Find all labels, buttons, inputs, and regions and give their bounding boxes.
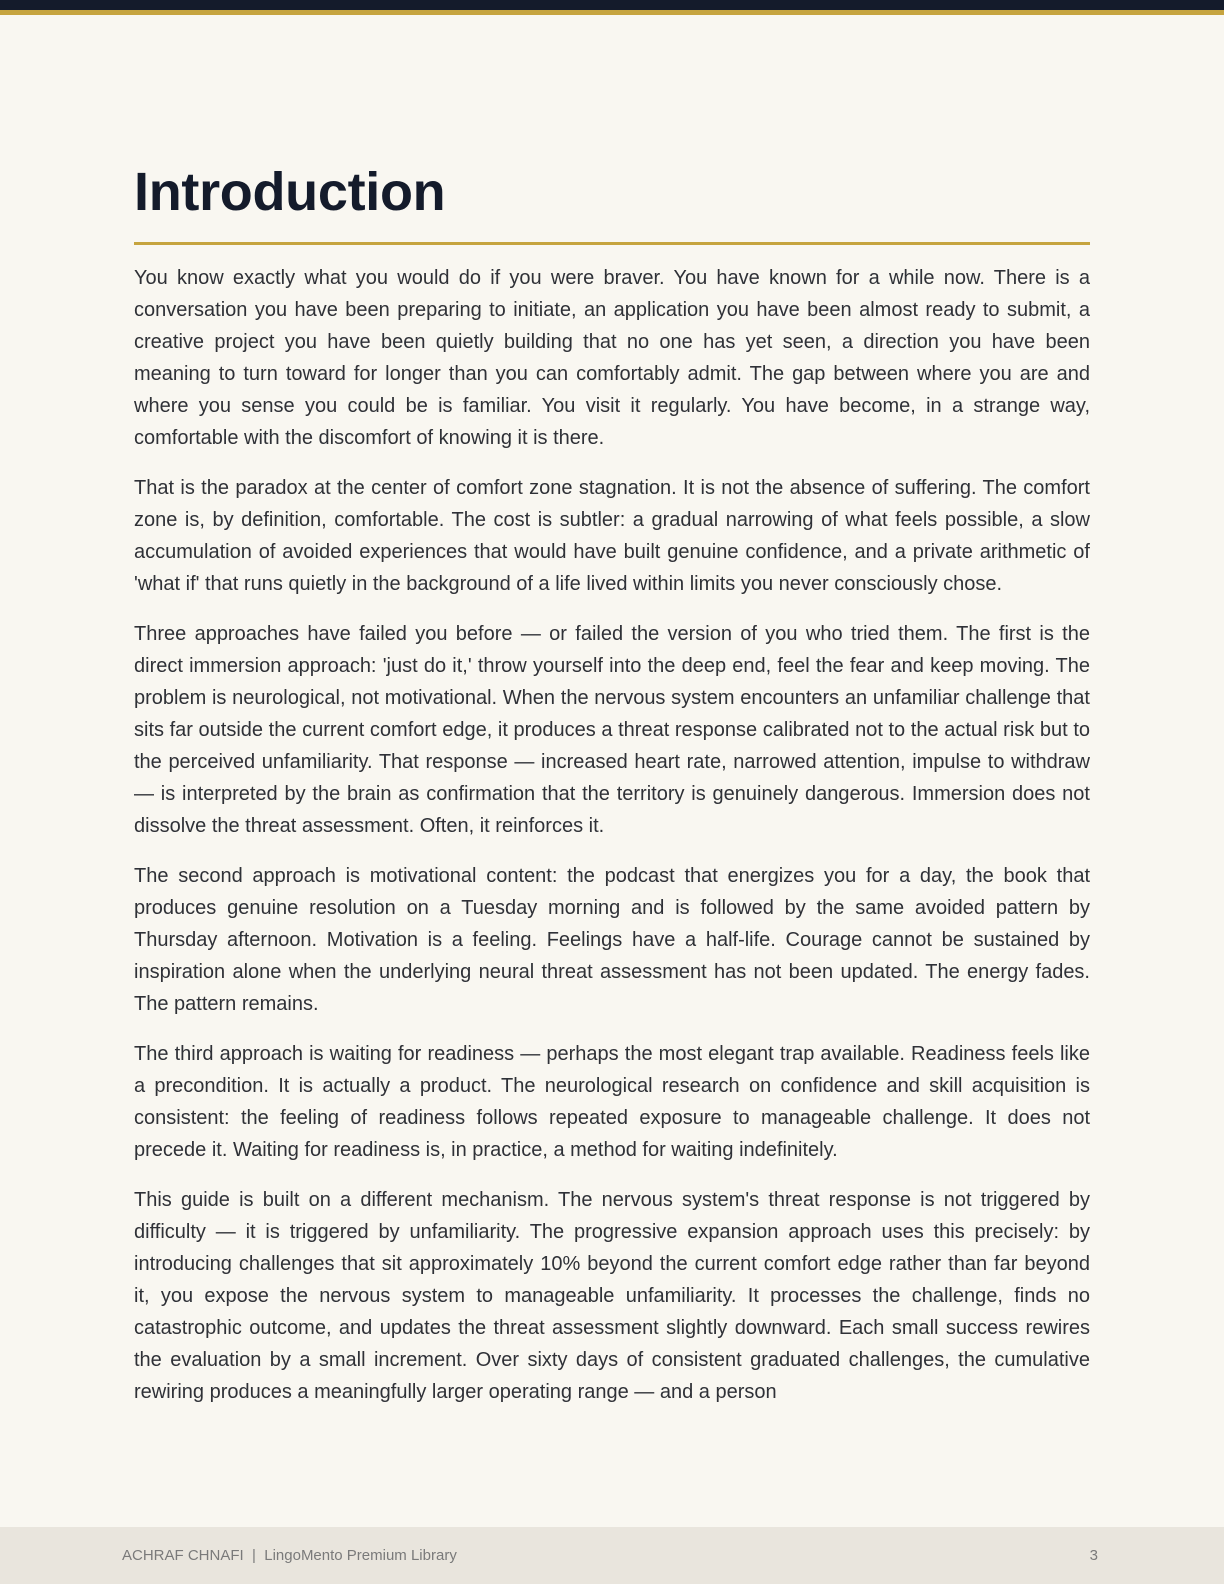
body-text: [134, 262, 1090, 1408]
paragraph-6: This guide is built on a different mechanism. The nervous system's threat response is not triggered by difficulty — it is triggered by unfamiliarity. The progressive expansion approach uses this precisely: by introducing challenges that sit approximately 10% beyond the current comfort edge rather than far beyond it, you expose the nervous system to manageable unfamiliarity. It processes the challenge, finds no catastrophic outcome, and updates the threat assessment slightly downward. Each small success rewires the evaluation by a small increment. Over sixty days of consistent graduated challenges, the cumulative rewiring produces a meaningfully larger operating range — and a person: [134, 1189, 1090, 1403]
page-content: [134, 158, 1090, 1426]
page-footer: [0, 1527, 1224, 1584]
header-accent-line: [0, 10, 1224, 15]
paragraph-3: Three approaches have failed you before — or failed the version of you who tried them. The first is the direct immersion approach: 'just do it,' throw yourself into the deep end, feel the fear and keep moving. The problem is neurological, not motivational. When the nervous system encounters an unfamiliar challenge that sits far outside the current comfort edge, it produces a threat response calibrated not to the actual risk but to the perceived unfamiliarity. That response — increased heart rate, narrowed attention, impulse to withdraw — is interpreted by the brain as confirmation that the territory is genuinely dangerous. Immersion does not dissolve the threat assessment. Often, it reinforces it.: [134, 623, 1090, 837]
page-title: Introduction: [134, 162, 446, 222]
paragraph-5: The third approach is waiting for readiness — perhaps the most elegant trap available. Readiness feels like a precondition. It is actually a product. The neurological research on confidence and skill acquisition is consistent: the feeling of readiness follows repeated exposure to manageable challenge. It does not precede it. Waiting for readiness is, in practice, a method for waiting indefinitely.: [134, 1043, 1090, 1161]
paragraph-4: The second approach is motivational content: the podcast that energizes you for a day, the book that produces genuine resolution on a Tuesday morning and is followed by the same avoided pattern by Thursday afternoon. Motivation is a feeling. Feelings have a half-life. Courage cannot be sustained by inspiration alone when the underlying neural threat assessment has not been updated. The energy fades. The pattern remains.: [134, 865, 1090, 1015]
page-number: 3: [1089, 1547, 1098, 1564]
header-bar: [0, 0, 1224, 10]
footer-credit: ACHRAF CHNAFI | LingoMento Premium Library: [122, 1547, 457, 1564]
paragraph-1: You know exactly what you would do if you were braver. You have known for a while now. There is a conversation you have been preparing to initiate, an application you have been almost ready to submit, a creative project you have been quietly building that no one has yet seen, a direction you have been meaning to turn toward for longer than you can comfortably admit. The gap between where you are and where you sense you could be is familiar. You visit it regularly. You have become, in a strange way, comfortable with the discomfort of knowing it is there.: [134, 267, 1090, 449]
title-divider: [134, 242, 1090, 245]
paragraph-2: That is the paradox at the center of comfort zone stagnation. It is not the absence of suffering. The comfort zone is, by definition, comfortable. The cost is subtler: a gradual narrowing of what feels possible, a slow accumulation of avoided experiences that would have built genuine confidence, and a private arithmetic of 'what if' that runs quietly in the background of a life lived within limits you never consciously chose.: [134, 477, 1090, 595]
